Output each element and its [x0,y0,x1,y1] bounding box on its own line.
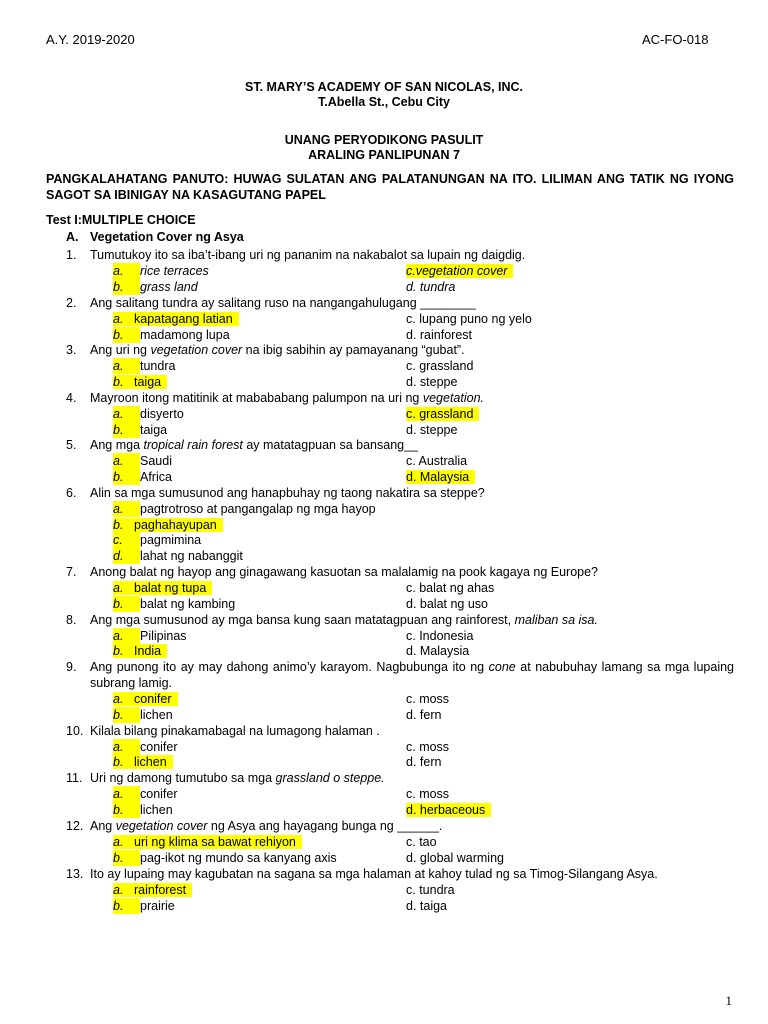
option-d: d. fern [406,708,442,722]
question-number: 1. [66,248,77,262]
option-b: b. taiga [113,374,167,390]
question-number: 4. [66,391,77,405]
option-c: c. balat ng ahas [406,581,495,595]
option-c: c. moss [406,787,450,801]
exam-title: UNANG PERYODIKONG PASULIT [284,133,484,147]
option-c: c.vegetation cover [406,263,513,279]
option-c: c. lupang puno ng yelo [406,312,532,326]
option-b: b. lichen [113,708,173,722]
option-b: b. lichen [113,803,173,817]
option-c: c. tundra [406,883,455,897]
option-d: d. Malaysia [406,469,475,485]
option-a: a. uri ng klima sa bawat rehiyon [113,834,302,850]
option-a: a. conifer [113,740,178,754]
question-number: 8. [66,613,77,627]
option-b: b. lichen [113,754,173,770]
option-b: b. madamong lupa [113,328,230,342]
question-text: Anong balat ng hayop ang ginagawang kasuotan sa malalamig na pook kagaya ng Europe? [90,565,599,579]
question-text: Ang salitang tundra ay salitang ruso na nangangahulugang ________ [90,296,476,310]
school-address: T.Abella St., Cebu City [318,95,450,109]
option-d: d. global warming [406,851,504,865]
question-number: 10. [66,724,84,738]
option-d: d. lahat ng nabanggit [113,549,243,563]
option-a: a. balat ng tupa [113,580,212,596]
question-number: 9. [66,660,77,674]
option-d: d. steppe [406,423,458,437]
option-b: b. paghahayupan [113,517,223,533]
section-title: Vegetation Cover ng Asya [90,230,244,244]
question-number: 7. [66,565,77,579]
option-d: d. taiga [406,899,448,913]
option-d: d. balat ng uso [406,597,489,611]
option-a: a. conifer [113,787,178,801]
section-heading [66,230,244,244]
academic-year: A.Y. 2019-2020 [46,32,135,47]
option-c: c. grassland [406,359,474,373]
option-c: c. moss [406,740,450,754]
question-number: 3. [66,343,77,357]
question [66,866,734,882]
option-d: d. rainforest [406,328,473,342]
option-b: b. balat ng kambing [113,597,236,611]
option-c: c. grassland [406,406,479,422]
question [66,485,734,501]
option-d: d. fern [406,755,442,769]
question [66,723,734,739]
question [66,390,734,406]
option-b: b. Africa [113,470,172,484]
option-c: c. Australia [406,454,468,468]
question [66,564,734,580]
test-title: Test I:MULTIPLE CHOICE [46,213,196,227]
question-text: Ang mga tropical rain forest ay matatagpuan sa bansang__ [90,438,419,452]
option-a: a. rice terraces [113,264,209,278]
option-a: a. kapatagang latian [113,311,239,327]
general-instructions: PANGKALAHATANG PANUTO: HUWAG SULATAN ANG PALATANUNGAN NA ITO. LILIMAN ANG TATIK NG IYONG SAGOT SA IBINIGAY NA KASAGUTANG PAPEL [46,172,734,202]
question [66,247,734,263]
option-d: d. tundra [406,280,456,294]
question-text: Ang punong ito ay may dahong animo’y karayom. Nagbubunga ito ng cone at nabubuhay lamang sa mga lupaing subrang lamig. [90,660,734,690]
option-c: c. moss [406,692,450,706]
question-text: Kilala bilang pinakamabagal na lumagong halaman . [90,724,380,738]
option-d: d. herbaceous [406,802,491,818]
question-number: 2. [66,296,77,310]
question [66,342,734,358]
question [66,818,734,834]
question-number: 5. [66,438,77,452]
option-b: b. prairie [113,899,175,913]
question [66,659,734,691]
question-text: Tumutukoy ito sa iba’t-ibang uri ng pananim na nakabalot sa lupain ng daigdig. [90,248,526,262]
option-a: a. disyerto [113,407,184,421]
option-a: a. Pilipinas [113,629,187,643]
option-c: c. tao [406,835,437,849]
question-text: Uri ng damong tumutubo sa mga grassland o steppe. [90,771,385,785]
option-c: c. Indonesia [406,629,474,643]
question-text: Ang mga sumusunod ay mga bansa kung saan matatagpuan ang rainforest, maliban sa isa. [90,613,598,627]
option-d: d. steppe [406,375,458,389]
question [66,770,734,786]
question-text: Ang uri ng vegetation cover na ibig sabihin ay pamayanang “gubat”. [90,343,465,357]
school-name: ST. MARY’S ACADEMY OF SAN NICOLAS, INC. [244,80,524,94]
option-b: b. grass land [113,280,198,294]
question-number: 12. [66,819,84,833]
option-c: c. pagmimina [113,533,202,547]
section-letter: A. [66,230,79,244]
question-number: 11. [66,771,83,785]
option-b: b. taiga [113,423,168,437]
option-d: d. Malaysia [406,644,470,658]
form-code: AC-FO-018 [642,32,709,47]
question-text: Ito ay lupaing may kagubatan na sagana sa mga halaman at kahoy tulad ng sa Timog-Silangang Asya. [90,867,658,881]
option-a: a. conifer [113,691,178,707]
option-b: b. pag-ikot ng mundo sa kanyang axis [113,851,337,865]
exam-subject: ARALING PANLIPUNAN 7 [308,148,460,162]
page-number: 1 [725,993,732,1008]
option-a: a. tundra [113,359,176,373]
option-b: b. India [113,643,167,659]
option-a: a. rainforest [113,882,192,898]
question [66,612,734,628]
question [66,295,734,311]
question-number: 13. [66,867,84,881]
question-text: Alin sa mga sumusunod ang hanapbuhay ng taong nakatira sa steppe? [90,486,485,500]
question-text: Mayroon itong matitinik at mabababang palumpon na uri ng vegetation. [90,391,485,405]
question-number: 6. [66,486,77,500]
option-a: a. pagtrotroso at pangangalap ng mga hayop [113,502,376,516]
option-a: a. Saudi [113,454,172,468]
question-text: Ang vegetation cover ng Asya ang hayagang bunga ng ______. [90,819,443,833]
question [66,437,734,453]
